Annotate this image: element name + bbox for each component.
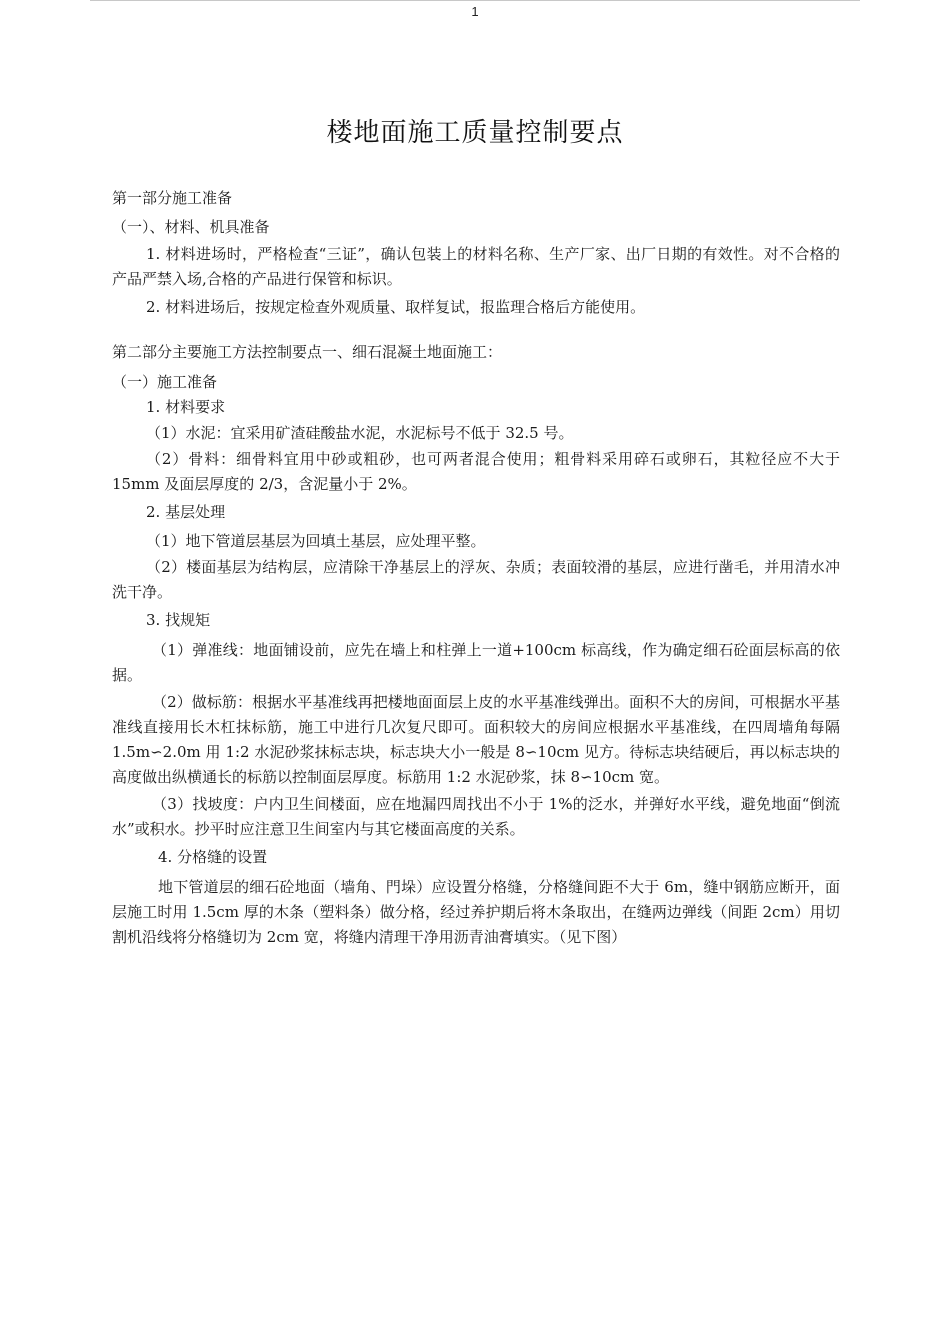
materials-heading: 1. 材料要求	[146, 398, 226, 416]
base-heading: 2. 基层处理	[146, 503, 226, 521]
base-item1: （1）地下管道层基层为回填土基层，应处理平整。	[146, 532, 486, 550]
page-number: 1	[471, 4, 479, 19]
document-title: 楼地面施工质量控制要点	[326, 118, 624, 148]
level-item1: （1）弹准线：地面铺设前，应先在墙上和柱弹上一道+100cm 标高线，作为确定细石砼面层标高的依据。	[112, 641, 840, 684]
part1-subheading: （一）、材料、机具准备	[112, 218, 270, 236]
document-body	[112, 186, 840, 950]
level-heading: 3. 找规矩	[146, 611, 211, 629]
materials-aggregate: （2）骨料：细骨料宜用中砂或粗砂，也可两者混合使用；粗骨料采用碎石或卵石，其粒径应不大于 15mm 及面层厚度的 2/3，含泥量小于 2%。	[112, 450, 840, 493]
level-item2: （2）做标筋：根据水平基准线再把楼地面面层上皮的水平基准线弹出。面积不大的房间，可根据水平基准线直接用长木杠抹标筋，施工中进行几次复尺即可。面积较大的房间应根据水平基准线，在四周墙角每隔 1.5m∽2.0m 用 1:2 水泥砂浆抹标志块，标志块大小一般是 8∽10cm 见方。待标志块结硬后，再以标志块的高度做出纵横通长的标筋以控制面层厚度。标筋用 1:2 水泥砂浆，抹 8∽10cm 宽。	[112, 693, 840, 786]
part2-heading: 第二部分主要施工方法控制要点一、细石混凝土地面施工：	[112, 343, 503, 361]
joint-heading: 4. 分格缝的设置	[158, 848, 268, 866]
part1-item1: 1. 材料进场时，严格检查“三证”，确认包装上的材料名称、生产厂家、出厂日期的有效性。对不合格的产品严禁入场,合格的产品进行保管和标识。	[112, 245, 840, 288]
part2-subheading: （一）施工准备	[112, 373, 218, 391]
materials-cement: （1）水泥：宜采用矿渣硅酸盐水泥，水泥标号不低于 32.5 号。	[146, 424, 574, 442]
base-item2: （2）楼面基层为结构层，应清除干净基层上的浮灰、杂质；表面较滑的基层，应进行凿毛，并用清水冲洗干净。	[112, 558, 840, 601]
joint-item1: 地下管道层的细石砼地面（墙角、門垛）应设置分格缝，分格缝间距不大于 6m，缝中钢筋应断开，面层施工时用 1.5cm 厚的木条（塑料条）做分格，经过养护期后将木条取出，在缝两边弹线（间距 2cm）用切割机沿线将分格缝切为 2cm 宽，将缝内清理干净用沥青油膏填实。（见下图）	[112, 878, 840, 946]
level-item3: （3）找坡度：户内卫生间楼面，应在地漏四周找出不小于 1%的泛水，并弹好水平线，避免地面“倒流水”或积水。抄平时应注意卫生间室内与其它楼面高度的关系。	[112, 795, 840, 838]
part1-heading: 第一部分施工准备	[112, 189, 233, 207]
header-rule	[90, 0, 860, 1]
part1-item2: 2. 材料进场后，按规定检查外观质量、取样复试，报监理合格后方能使用。	[146, 298, 646, 316]
